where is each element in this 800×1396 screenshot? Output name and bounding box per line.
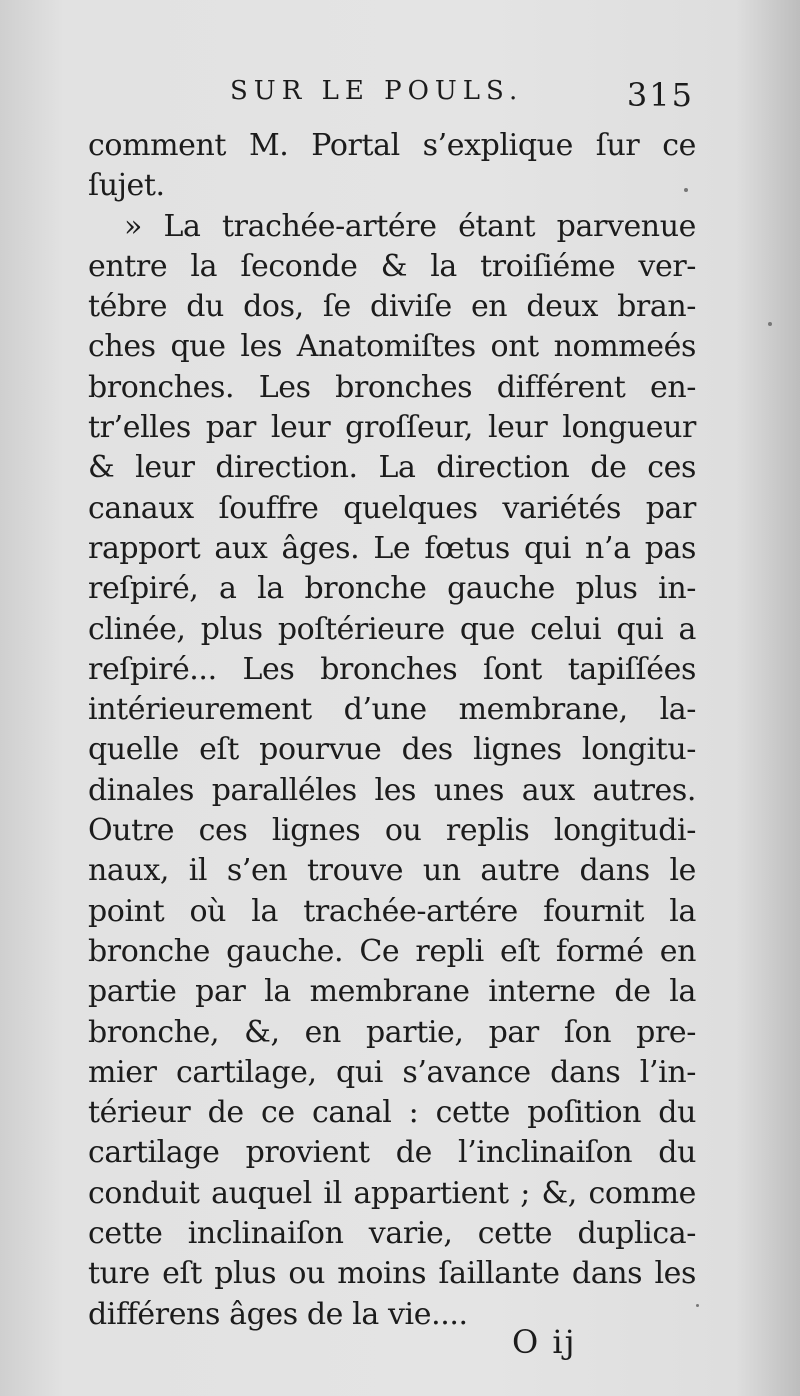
- body-text: [88, 126, 696, 1335]
- text-line: bronche gauche. Ce repli eſt formé en: [88, 933, 696, 969]
- text-line: ture eſt plus ou moins ſaillante dans les: [88, 1256, 696, 1292]
- text-line: » La trachée-artére étant parvenue: [124, 208, 696, 244]
- text-line: bronches. Les bronches différent en-: [88, 369, 696, 405]
- text-line: conduit auquel il appartient ; &, comme: [88, 1175, 696, 1211]
- text-line: reſpiré, a la bronche gauche plus in-: [88, 571, 696, 607]
- paper-speck: [684, 188, 688, 192]
- text-line: point où la trachée-artére fournit la: [88, 893, 696, 929]
- text-line: partie par la membrane interne de la: [88, 974, 696, 1010]
- text-line: dinales paralléles les unes aux autres.: [88, 772, 696, 808]
- page-header: [88, 76, 694, 120]
- page-number: 315: [626, 76, 694, 114]
- text-line: quelle eſt pourvue des lignes longitu-: [88, 732, 696, 768]
- text-line: bronche, &, en partie, par ſon pre-: [88, 1014, 696, 1050]
- text-line: comment M. Portal s’explique ſur ce: [88, 128, 696, 163]
- text-line: & leur direction. La direction de ces: [88, 450, 696, 486]
- text-line: tr’elles par leur groſſeur, leur longueur: [88, 410, 696, 446]
- text-line: térieur de ce canal : cette poſition du: [88, 1095, 696, 1131]
- text-line: ches que les Anatomiſtes ont nommeés: [88, 329, 696, 365]
- signature-mark: O ij: [512, 1323, 577, 1361]
- text-line: naux, il s’en trouve un autre dans le: [88, 853, 696, 889]
- text-line: ſujet.: [88, 168, 165, 204]
- text-line: tébre du dos, ſe diviſe en deux bran-: [88, 289, 696, 325]
- text-line: rapport aux âges. Le fœtus qui n’a pas: [88, 530, 696, 566]
- paper-speck: [696, 1304, 699, 1307]
- running-head: SUR LE POULS.: [230, 76, 524, 106]
- text-line: reſpiré... Les bronches ſont tapiſſées: [88, 651, 696, 687]
- text-line: clinée, plus poſtérieure que celui qui a: [88, 611, 696, 647]
- paper-speck: [768, 322, 772, 326]
- text-line: Outre ces lignes ou replis longitudi-: [88, 813, 696, 849]
- text-line: cartilage provient de l’inclinaiſon du: [88, 1135, 696, 1171]
- text-line: entre la ſeconde & la troiſiéme ver-: [88, 248, 696, 284]
- text-line: intérieurement d’une membrane, la-: [88, 692, 696, 728]
- text-line: cette inclinaiſon varie, cette duplica-: [88, 1216, 696, 1252]
- text-line: canaux ſouffre quelques variétés par: [88, 490, 696, 526]
- text-line: différens âges de la vie....: [88, 1296, 468, 1332]
- text-line: mier cartilage, qui s’avance dans l’in-: [88, 1054, 696, 1090]
